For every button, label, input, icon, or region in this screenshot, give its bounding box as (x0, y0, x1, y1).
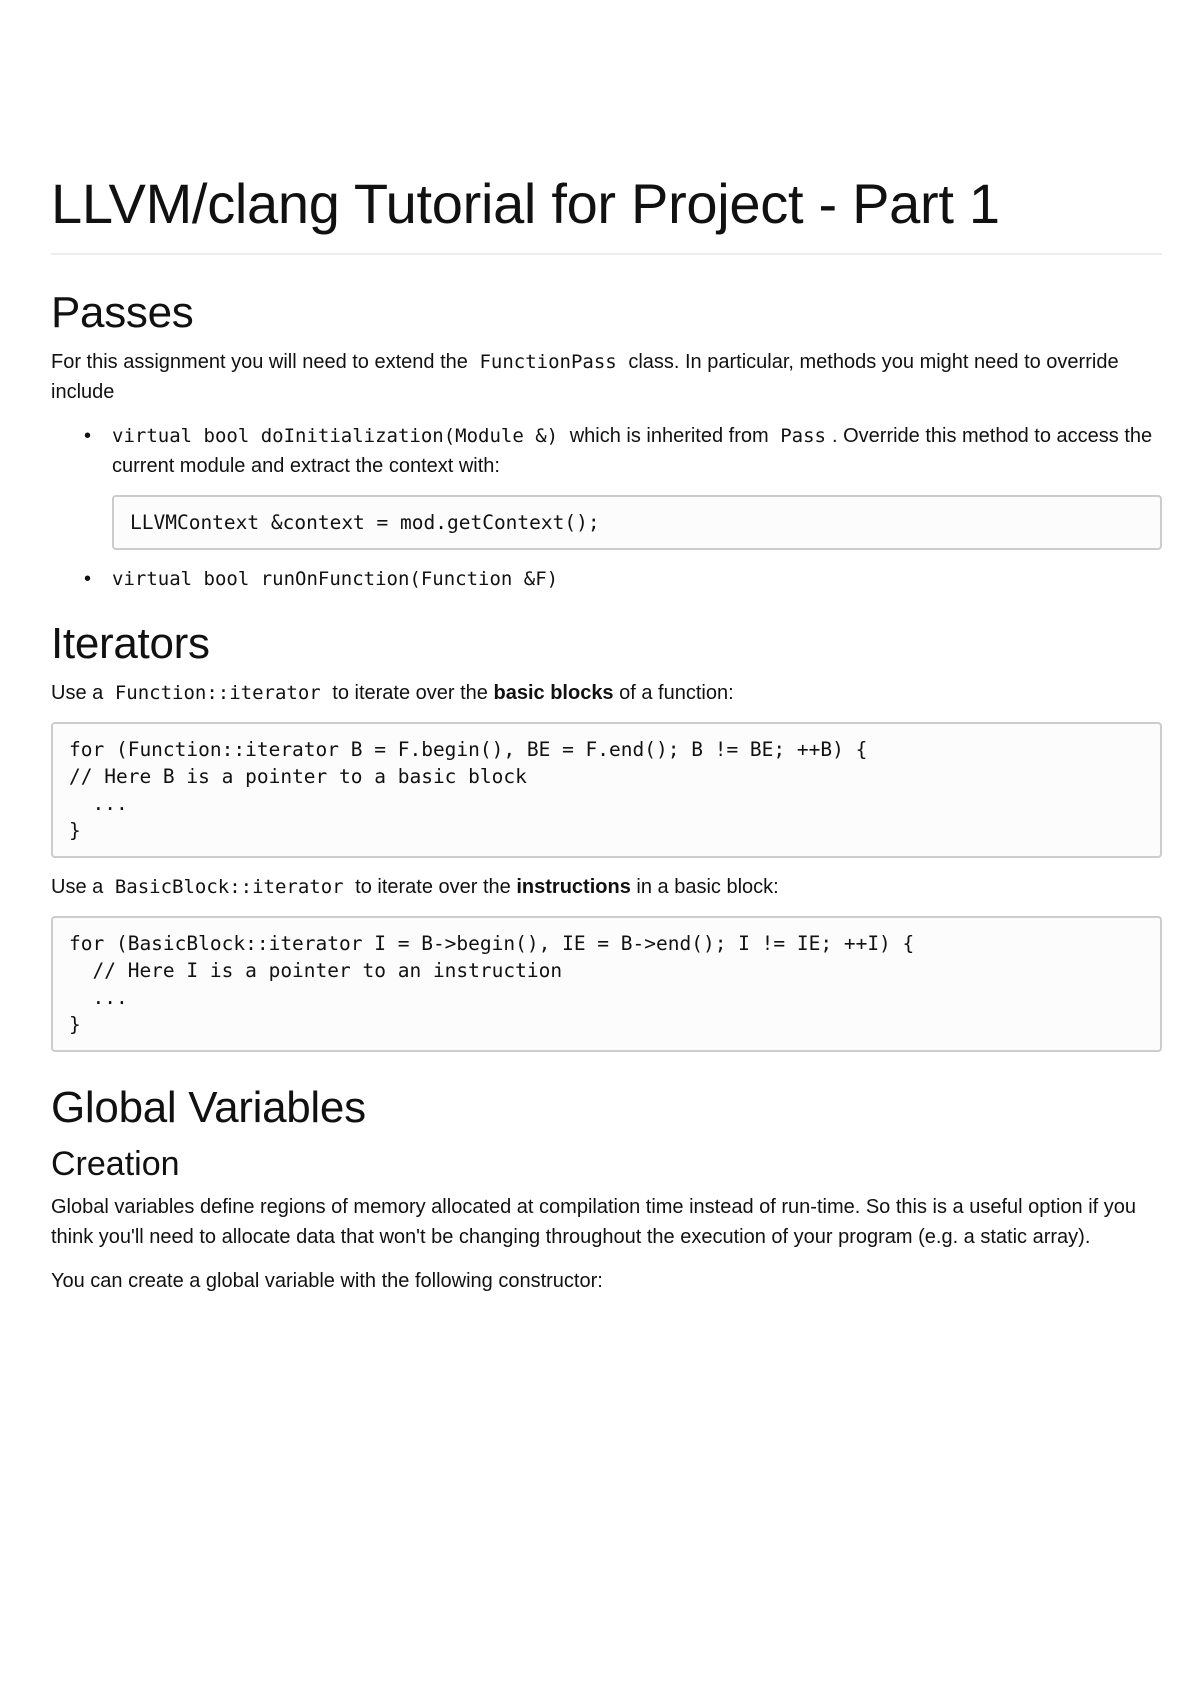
heading-creation: Creation (51, 1145, 180, 1183)
title-divider (51, 253, 1162, 255)
inline-code-basicblock-iterator: BasicBlock::iterator (114, 876, 344, 898)
code-block-basicblock-iterator: for (BasicBlock::iterator I = B->begin(), IE = B->end(); I != IE; ++I) { // Here I is a pointer to an instruction ... } (51, 916, 1162, 1052)
code-block-context: LLVMContext &context = mod.getContext(); (112, 495, 1162, 550)
passes-method-list (51, 421, 1162, 594)
bullet-icon: • (84, 425, 92, 447)
list-item: • virtual bool doInitialization(Module &) which is inherited from Pass . Override this method to access the current module and extract the context with: LLVMContext &context = mod.getContext(); (112, 421, 1162, 550)
bullet-icon: • (84, 568, 92, 590)
inline-code-function-iterator: Function::iterator (114, 682, 321, 704)
code-block-function-iterator: for (Function::iterator B = F.begin(), BE = F.end(); B != BE; ++B) { // Here B is a pointer to a basic block ... } (51, 722, 1162, 858)
iterators-para-2: Use a BasicBlock::iterator to iterate over the instructions in a basic block: (51, 876, 779, 898)
globals-para-1: Global variables define regions of memory allocated at compilation time instead of run-time. So this is a useful option if you think you'll need to allocate data that won't be changing throughout the execution of your program (e.g. a static array). (51, 1196, 1136, 1248)
heading-iterators: Iterators (51, 619, 210, 668)
list-item (84, 564, 1162, 594)
iterators-para-1: Use a Function::iterator to iterate over the basic blocks of a function: (51, 682, 734, 704)
page-title: LLVM/clang Tutorial for Project - Part 1 (51, 172, 1000, 235)
passes-intro: For this assignment you will need to extend the FunctionPass class. In particular, methods you might need to override include (51, 351, 1119, 403)
inline-code-functionpass: FunctionPass (479, 351, 617, 373)
document-content (51, 168, 1162, 1310)
globals-para-2: You can create a global variable with the following constructor: (51, 1270, 603, 1292)
inline-code-pass: Pass (780, 425, 826, 447)
heading-global-variables: Global Variables (51, 1083, 366, 1132)
inline-code-runonfunction: virtual bool runOnFunction(Function &F) (112, 568, 559, 590)
inline-code-doinitialization: virtual bool doInitialization(Module &) (112, 425, 559, 447)
heading-passes: Passes (51, 288, 194, 337)
